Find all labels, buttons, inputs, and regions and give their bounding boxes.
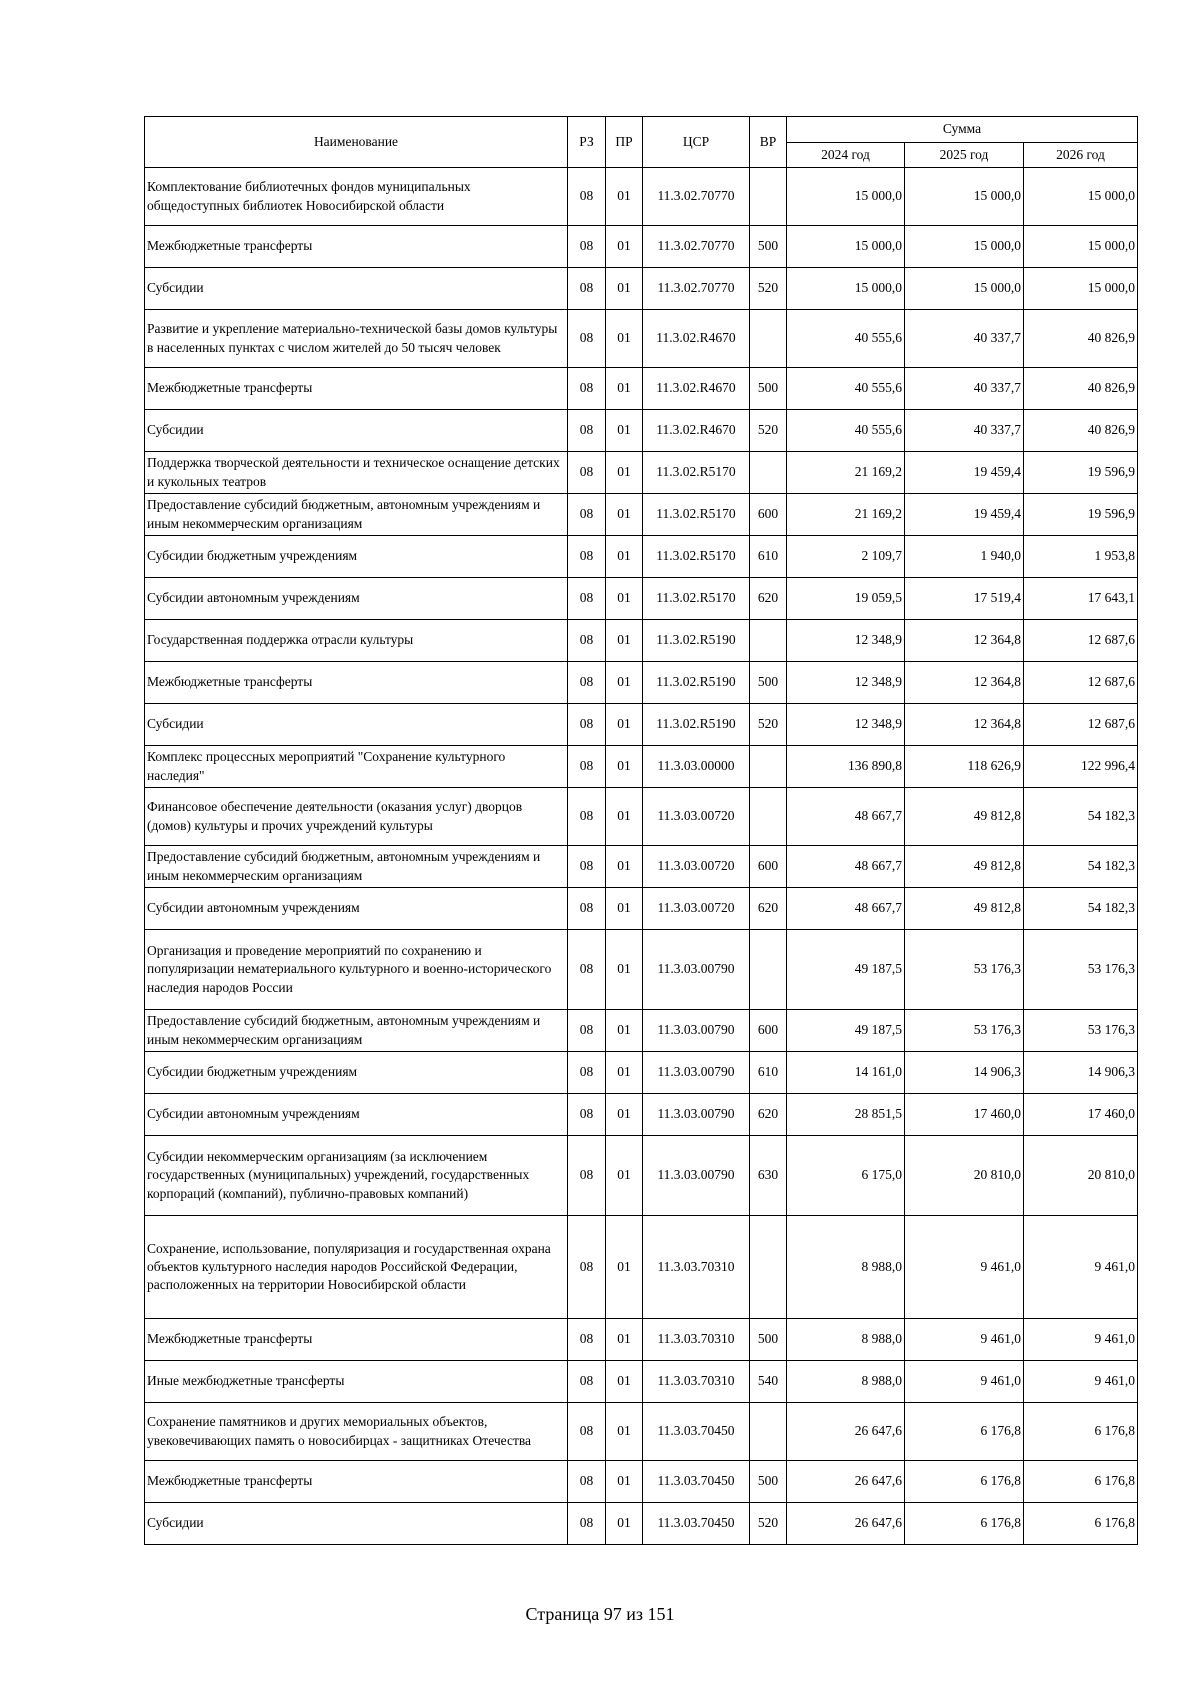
header-name: Наименование	[145, 117, 568, 168]
cell-pr: 01	[606, 1461, 643, 1503]
cell-csr: 11.3.02.70770	[643, 226, 750, 268]
cell-2024: 26 647,6	[787, 1503, 905, 1545]
cell-2024: 15 000,0	[787, 226, 905, 268]
cell-vr: 500	[750, 226, 787, 268]
cell-vr: 610	[750, 536, 787, 578]
table-row	[145, 1216, 1138, 1319]
cell-2024: 48 667,7	[787, 846, 905, 888]
cell-csr: 11.3.03.00720	[643, 788, 750, 846]
cell-rz: 08	[568, 746, 606, 788]
table-row	[145, 620, 1138, 662]
cell-2024: 14 161,0	[787, 1052, 905, 1094]
table-row	[145, 268, 1138, 310]
cell-2024: 136 890,8	[787, 746, 905, 788]
cell-csr: 11.3.02.R5170	[643, 494, 750, 536]
cell-name: Развитие и укрепление материально-технической базы домов культуры в населенных пунктах с числом жителей до 50 тысяч человек	[145, 310, 568, 368]
header-vr: ВР	[750, 117, 787, 168]
cell-rz: 08	[568, 888, 606, 930]
cell-pr: 01	[606, 930, 643, 1010]
cell-2025: 17 460,0	[905, 1094, 1024, 1136]
cell-pr: 01	[606, 704, 643, 746]
cell-2025: 49 812,8	[905, 846, 1024, 888]
header-year-2024: 2024 год	[787, 143, 905, 168]
cell-2026: 40 826,9	[1024, 368, 1138, 410]
table-row	[145, 1010, 1138, 1052]
cell-csr: 11.3.03.70310	[643, 1361, 750, 1403]
cell-rz: 08	[568, 1052, 606, 1094]
cell-name: Финансовое обеспечение деятельности (оказания услуг) дворцов (домов) культуры и прочих учреждений культуры	[145, 788, 568, 846]
cell-pr: 01	[606, 1136, 643, 1216]
header-pr: ПР	[606, 117, 643, 168]
cell-2026: 54 182,3	[1024, 846, 1138, 888]
cell-name: Организация и проведение мероприятий по сохранению и популяризации нематериального культурного и военно-исторического наследия народов России	[145, 930, 568, 1010]
cell-vr: 520	[750, 1503, 787, 1545]
cell-2025: 15 000,0	[905, 268, 1024, 310]
cell-2025: 49 812,8	[905, 888, 1024, 930]
cell-2024: 48 667,7	[787, 888, 905, 930]
table-row	[145, 410, 1138, 452]
cell-vr: 520	[750, 704, 787, 746]
cell-rz: 08	[568, 310, 606, 368]
cell-csr: 11.3.03.00720	[643, 888, 750, 930]
cell-2026: 15 000,0	[1024, 226, 1138, 268]
cell-pr: 01	[606, 536, 643, 578]
cell-name: Сохранение, использование, популяризация и государственная охрана объектов культурного наследия народов Российской Федерации, расположенных на территории Новосибирской области	[145, 1216, 568, 1319]
cell-csr: 11.3.02.R5190	[643, 704, 750, 746]
cell-name: Предоставление субсидий бюджетным, автономным учреждениям и иным некоммерческим организациям	[145, 494, 568, 536]
cell-vr	[750, 310, 787, 368]
table-row	[145, 1361, 1138, 1403]
cell-csr: 11.3.03.70310	[643, 1319, 750, 1361]
cell-rz: 08	[568, 1010, 606, 1052]
cell-pr: 01	[606, 620, 643, 662]
cell-name: Субсидии	[145, 1503, 568, 1545]
cell-2026: 9 461,0	[1024, 1216, 1138, 1319]
cell-rz: 08	[568, 368, 606, 410]
cell-2025: 6 176,8	[905, 1503, 1024, 1545]
cell-rz: 08	[568, 1403, 606, 1461]
cell-rz: 08	[568, 268, 606, 310]
table-row	[145, 310, 1138, 368]
header-year-2026: 2026 год	[1024, 143, 1138, 168]
table-row	[145, 1136, 1138, 1216]
table-row	[145, 704, 1138, 746]
cell-rz: 08	[568, 788, 606, 846]
cell-2025: 14 906,3	[905, 1052, 1024, 1094]
cell-rz: 08	[568, 494, 606, 536]
cell-2025: 53 176,3	[905, 930, 1024, 1010]
cell-name: Субсидии автономным учреждениям	[145, 888, 568, 930]
cell-csr: 11.3.02.R4670	[643, 410, 750, 452]
cell-csr: 11.3.02.R5190	[643, 620, 750, 662]
cell-pr: 01	[606, 1094, 643, 1136]
cell-2026: 17 643,1	[1024, 578, 1138, 620]
table-row	[145, 1403, 1138, 1461]
cell-2025: 12 364,8	[905, 662, 1024, 704]
cell-2024: 40 555,6	[787, 368, 905, 410]
cell-vr: 600	[750, 1010, 787, 1052]
cell-vr: 520	[750, 410, 787, 452]
cell-csr: 11.3.02.70770	[643, 268, 750, 310]
cell-2025: 17 519,4	[905, 578, 1024, 620]
cell-2024: 12 348,9	[787, 620, 905, 662]
cell-vr	[750, 788, 787, 846]
cell-vr: 620	[750, 1094, 787, 1136]
cell-csr: 11.3.03.00720	[643, 846, 750, 888]
cell-2026: 20 810,0	[1024, 1136, 1138, 1216]
cell-pr: 01	[606, 746, 643, 788]
cell-2024: 8 988,0	[787, 1319, 905, 1361]
cell-2026: 12 687,6	[1024, 662, 1138, 704]
cell-csr: 11.3.02.R5170	[643, 578, 750, 620]
cell-2025: 40 337,7	[905, 410, 1024, 452]
cell-vr: 610	[750, 1052, 787, 1094]
cell-2026: 19 596,9	[1024, 452, 1138, 494]
cell-2026: 122 996,4	[1024, 746, 1138, 788]
cell-rz: 08	[568, 452, 606, 494]
cell-vr: 500	[750, 662, 787, 704]
cell-rz: 08	[568, 1361, 606, 1403]
cell-vr: 620	[750, 888, 787, 930]
cell-pr: 01	[606, 368, 643, 410]
cell-pr: 01	[606, 846, 643, 888]
cell-name: Иные межбюджетные трансферты	[145, 1361, 568, 1403]
cell-vr	[750, 452, 787, 494]
cell-rz: 08	[568, 704, 606, 746]
cell-2025: 40 337,7	[905, 310, 1024, 368]
table-row	[145, 1052, 1138, 1094]
cell-2026: 6 176,8	[1024, 1503, 1138, 1545]
cell-name: Субсидии бюджетным учреждениям	[145, 536, 568, 578]
cell-csr: 11.3.02.R5170	[643, 536, 750, 578]
header-year-2025: 2025 год	[905, 143, 1024, 168]
cell-name: Субсидии автономным учреждениям	[145, 578, 568, 620]
cell-name: Субсидии некоммерческим организациям (за исключением государственных (муниципальных) учреждений, государственных корпораций (компаний), публично-правовых компаний)	[145, 1136, 568, 1216]
table-row	[145, 368, 1138, 410]
cell-2026: 15 000,0	[1024, 168, 1138, 226]
cell-rz: 08	[568, 1216, 606, 1319]
cell-2024: 19 059,5	[787, 578, 905, 620]
cell-2025: 6 176,8	[905, 1461, 1024, 1503]
cell-2026: 53 176,3	[1024, 930, 1138, 1010]
cell-2024: 12 348,9	[787, 704, 905, 746]
cell-csr: 11.3.03.70450	[643, 1461, 750, 1503]
cell-2024: 40 555,6	[787, 310, 905, 368]
cell-pr: 01	[606, 494, 643, 536]
cell-2024: 8 988,0	[787, 1361, 905, 1403]
cell-name: Комплектование библиотечных фондов муниципальных общедоступных библиотек Новосибирской области	[145, 168, 568, 226]
cell-2024: 49 187,5	[787, 930, 905, 1010]
cell-2024: 15 000,0	[787, 168, 905, 226]
cell-pr: 01	[606, 268, 643, 310]
cell-rz: 08	[568, 846, 606, 888]
cell-2025: 20 810,0	[905, 1136, 1024, 1216]
cell-vr: 600	[750, 846, 787, 888]
cell-name: Межбюджетные трансферты	[145, 368, 568, 410]
cell-rz: 08	[568, 578, 606, 620]
cell-csr: 11.3.03.00000	[643, 746, 750, 788]
table-row	[145, 1319, 1138, 1361]
cell-name: Межбюджетные трансферты	[145, 226, 568, 268]
table-row	[145, 662, 1138, 704]
cell-pr: 01	[606, 888, 643, 930]
cell-2025: 15 000,0	[905, 168, 1024, 226]
table-row	[145, 788, 1138, 846]
cell-rz: 08	[568, 1319, 606, 1361]
cell-vr: 500	[750, 1319, 787, 1361]
cell-vr: 540	[750, 1361, 787, 1403]
cell-name: Субсидии	[145, 268, 568, 310]
cell-csr: 11.3.03.00790	[643, 930, 750, 1010]
cell-2026: 6 176,8	[1024, 1461, 1138, 1503]
cell-csr: 11.3.02.R4670	[643, 310, 750, 368]
cell-pr: 01	[606, 662, 643, 704]
cell-pr: 01	[606, 410, 643, 452]
cell-name: Государственная поддержка отрасли культуры	[145, 620, 568, 662]
cell-2025: 9 461,0	[905, 1319, 1024, 1361]
cell-2025: 6 176,8	[905, 1403, 1024, 1461]
cell-rz: 08	[568, 536, 606, 578]
cell-vr: 500	[750, 1461, 787, 1503]
cell-name: Поддержка творческой деятельности и техническое оснащение детских и кукольных театров	[145, 452, 568, 494]
cell-2026: 15 000,0	[1024, 268, 1138, 310]
cell-rz: 08	[568, 410, 606, 452]
cell-rz: 08	[568, 1094, 606, 1136]
cell-pr: 01	[606, 168, 643, 226]
table-row	[145, 846, 1138, 888]
cell-name: Субсидии	[145, 704, 568, 746]
cell-2024: 21 169,2	[787, 494, 905, 536]
table-header	[145, 117, 1138, 168]
cell-2025: 12 364,8	[905, 704, 1024, 746]
cell-2025: 19 459,4	[905, 452, 1024, 494]
cell-rz: 08	[568, 662, 606, 704]
cell-2026: 40 826,9	[1024, 410, 1138, 452]
cell-vr: 500	[750, 368, 787, 410]
cell-name: Субсидии автономным учреждениям	[145, 1094, 568, 1136]
budget-table	[144, 116, 1138, 1545]
cell-csr: 11.3.02.70770	[643, 168, 750, 226]
cell-csr: 11.3.03.00790	[643, 1010, 750, 1052]
cell-2026: 54 182,3	[1024, 788, 1138, 846]
cell-pr: 01	[606, 1319, 643, 1361]
cell-2026: 54 182,3	[1024, 888, 1138, 930]
cell-rz: 08	[568, 168, 606, 226]
cell-2024: 2 109,7	[787, 536, 905, 578]
cell-2024: 12 348,9	[787, 662, 905, 704]
cell-rz: 08	[568, 930, 606, 1010]
cell-2025: 12 364,8	[905, 620, 1024, 662]
header-sum: Сумма	[787, 117, 1138, 143]
cell-2026: 12 687,6	[1024, 620, 1138, 662]
table-row	[145, 226, 1138, 268]
cell-pr: 01	[606, 578, 643, 620]
cell-2024: 40 555,6	[787, 410, 905, 452]
cell-2024: 49 187,5	[787, 1010, 905, 1052]
cell-name: Сохранение памятников и других мемориальных объектов, увековечивающих память о новосибирцах - защитниках Отечества	[145, 1403, 568, 1461]
cell-rz: 08	[568, 226, 606, 268]
table-row	[145, 578, 1138, 620]
cell-2025: 1 940,0	[905, 536, 1024, 578]
cell-rz: 08	[568, 1136, 606, 1216]
table-row	[145, 536, 1138, 578]
cell-name: Предоставление субсидий бюджетным, автономным учреждениям и иным некоммерческим организациям	[145, 846, 568, 888]
cell-2024: 8 988,0	[787, 1216, 905, 1319]
table-body	[145, 168, 1138, 1545]
cell-pr: 01	[606, 1403, 643, 1461]
cell-2026: 9 461,0	[1024, 1361, 1138, 1403]
cell-2026: 12 687,6	[1024, 704, 1138, 746]
cell-2025: 49 812,8	[905, 788, 1024, 846]
cell-2025: 9 461,0	[905, 1216, 1024, 1319]
cell-csr: 11.3.02.R4670	[643, 368, 750, 410]
cell-name: Комплекс процессных мероприятий "Сохранение культурного наследия"	[145, 746, 568, 788]
cell-name: Субсидии	[145, 410, 568, 452]
cell-name: Субсидии бюджетным учреждениям	[145, 1052, 568, 1094]
cell-rz: 08	[568, 620, 606, 662]
cell-2026: 6 176,8	[1024, 1403, 1138, 1461]
cell-2025: 40 337,7	[905, 368, 1024, 410]
cell-csr: 11.3.02.R5170	[643, 452, 750, 494]
cell-pr: 01	[606, 1503, 643, 1545]
cell-pr: 01	[606, 1052, 643, 1094]
cell-2024: 6 175,0	[787, 1136, 905, 1216]
cell-vr: 600	[750, 494, 787, 536]
page-number: Страница 97 из 151	[525, 1604, 675, 1624]
cell-2025: 19 459,4	[905, 494, 1024, 536]
cell-2024: 28 851,5	[787, 1094, 905, 1136]
cell-2024: 26 647,6	[787, 1403, 905, 1461]
cell-name: Межбюджетные трансферты	[145, 1461, 568, 1503]
cell-2024: 26 647,6	[787, 1461, 905, 1503]
cell-csr: 11.3.03.00790	[643, 1052, 750, 1094]
cell-vr	[750, 168, 787, 226]
cell-2025: 118 626,9	[905, 746, 1024, 788]
cell-rz: 08	[568, 1503, 606, 1545]
cell-2025: 53 176,3	[905, 1010, 1024, 1052]
table-row	[145, 888, 1138, 930]
cell-2024: 15 000,0	[787, 268, 905, 310]
cell-csr: 11.3.03.00790	[643, 1136, 750, 1216]
cell-vr: 620	[750, 578, 787, 620]
cell-csr: 11.3.03.70450	[643, 1403, 750, 1461]
cell-2026: 17 460,0	[1024, 1094, 1138, 1136]
cell-2026: 1 953,8	[1024, 536, 1138, 578]
cell-2024: 48 667,7	[787, 788, 905, 846]
cell-pr: 01	[606, 452, 643, 494]
table-row	[145, 1461, 1138, 1503]
cell-2026: 19 596,9	[1024, 494, 1138, 536]
cell-name: Межбюджетные трансферты	[145, 1319, 568, 1361]
cell-csr: 11.3.03.70310	[643, 1216, 750, 1319]
cell-vr	[750, 930, 787, 1010]
table-row	[145, 746, 1138, 788]
cell-vr	[750, 1403, 787, 1461]
cell-pr: 01	[606, 788, 643, 846]
cell-vr: 520	[750, 268, 787, 310]
cell-pr: 01	[606, 226, 643, 268]
table-row	[145, 168, 1138, 226]
table-row	[145, 1094, 1138, 1136]
cell-name: Межбюджетные трансферты	[145, 662, 568, 704]
cell-2025: 15 000,0	[905, 226, 1024, 268]
cell-pr: 01	[606, 310, 643, 368]
cell-vr	[750, 620, 787, 662]
cell-2026: 14 906,3	[1024, 1052, 1138, 1094]
cell-csr: 11.3.03.70450	[643, 1503, 750, 1545]
cell-2024: 21 169,2	[787, 452, 905, 494]
cell-2025: 9 461,0	[905, 1361, 1024, 1403]
cell-vr: 630	[750, 1136, 787, 1216]
header-csr: ЦСР	[643, 117, 750, 168]
cell-2026: 53 176,3	[1024, 1010, 1138, 1052]
table-row	[145, 1503, 1138, 1545]
cell-2026: 9 461,0	[1024, 1319, 1138, 1361]
table-row	[145, 494, 1138, 536]
table-row	[145, 930, 1138, 1010]
cell-csr: 11.3.02.R5190	[643, 662, 750, 704]
header-rz: РЗ	[568, 117, 606, 168]
cell-2026: 40 826,9	[1024, 310, 1138, 368]
cell-pr: 01	[606, 1361, 643, 1403]
cell-vr	[750, 1216, 787, 1319]
table-row	[145, 452, 1138, 494]
cell-name: Предоставление субсидий бюджетным, автономным учреждениям и иным некоммерческим организациям	[145, 1010, 568, 1052]
cell-rz: 08	[568, 1461, 606, 1503]
cell-pr: 01	[606, 1216, 643, 1319]
cell-csr: 11.3.03.00790	[643, 1094, 750, 1136]
cell-vr	[750, 746, 787, 788]
cell-pr: 01	[606, 1010, 643, 1052]
